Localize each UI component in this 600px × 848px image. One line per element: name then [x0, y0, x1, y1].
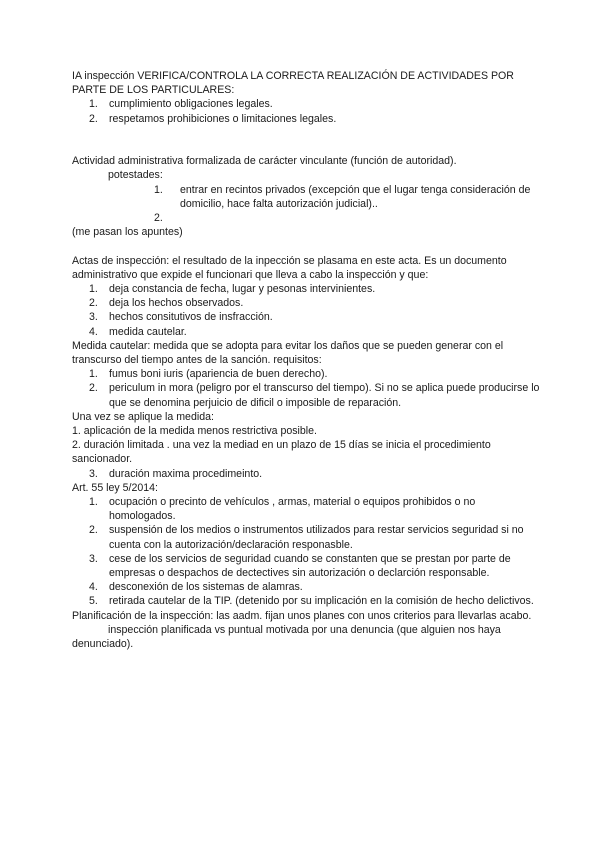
list-item: 4. medida cautelar.	[89, 325, 187, 338]
list-item: 1. ocupación o precinto de vehículos , armas, material o equipos prohibidos o no homologados.	[89, 496, 476, 523]
actividad-paragraph: Actividad administrativa formalizada de carácter vinculante (función de autoridad).	[72, 155, 457, 168]
list-item: 5. retirada cautelar de la TIP. (detenido por su implicación en la comisión de hecho delictivos.	[89, 595, 534, 608]
list-item: 2. respetamos prohibiciones o limitaciones legales.	[89, 112, 337, 125]
list-item: 3. cese de los servicios de seguridad cuando se constanten que se prestan por parte de empresas o despachos de dectectives sin autorización o declarción responsable.	[89, 552, 511, 580]
list-item: 1. cumplimiento obligaciones legales.	[89, 98, 273, 111]
list-item: 2. periculum in mora (peligro por el transcurso del tiempo). Si no se aplica puede producirse lo que se denomina perjuicio de dificil o imposible de reparación.	[89, 382, 540, 409]
planificacion-paragraph: Planificación de la inspección: las aadm. fijan unos planes con unos criterios para llevarlas acabo.	[72, 609, 532, 622]
list-item: 3. duración maxima procedimeinto.	[89, 467, 263, 480]
note: (me pasan los apuntes)	[72, 226, 183, 239]
planificacion-paragraph-2: inspección planificada vs puntual motivada por una denuncia (que alguien nos haya denunciado).	[72, 623, 501, 651]
actas-paragraph: Actas de inspección: el resultado de la inpección se plasama en este acta. Es un documento administrativo que expide el funcionari que lleva a cabo la inspección y que:	[72, 254, 507, 281]
aplique-paragraph: Una vez se aplique la medida:	[72, 410, 214, 423]
list-item: 2. suspensión de los medios o instrumentos utilizados para restar servicios seguridad si no cuenta con la autorización/declaración responasble.	[89, 524, 524, 551]
list-item: 2. deja los hechos observados.	[89, 297, 244, 310]
list-item: 1. fumus boni iuris (apariencia de buen derecho).	[89, 368, 328, 381]
document-body	[72, 69, 540, 651]
art55-heading: Art. 55 ley 5/2014:	[72, 481, 158, 494]
intro-heading: IA inspección VERIFICA/CONTROLA LA CORRECTA REALIZACIÓN DE ACTIVIDADES POR PARTE DE LOS PARTICULARES:	[72, 70, 514, 97]
list-item: 2.	[154, 212, 163, 224]
medida-paragraph: Medida cautelar: medida que se adopta para evitar los daños que se pueden generar con el transcurso del tiempo antes de la sanción. requisitos:	[72, 339, 504, 367]
potestades-label: potestades:	[108, 169, 163, 182]
aplique-line: 1. aplicación de la medida menos restrictiva posible.	[72, 425, 317, 438]
list-item: 4. desconexión de los sistemas de alamras.	[89, 581, 303, 594]
list-item: 1. entrar en recintos privados (excepción que el lugar tenga consideración de domicilio, hace falta autorización judicial)..	[154, 183, 531, 210]
list-item: 1. deja constancia de fecha, lugar y pesonas intervinientes.	[89, 283, 376, 295]
list-item: 3. hechos consitutivos de insfracción.	[89, 311, 273, 324]
aplique-line: 2. duración limitada . una vez la mediad en un plazo de 15 días se inicia el procedimiento sancionador.	[72, 439, 491, 466]
